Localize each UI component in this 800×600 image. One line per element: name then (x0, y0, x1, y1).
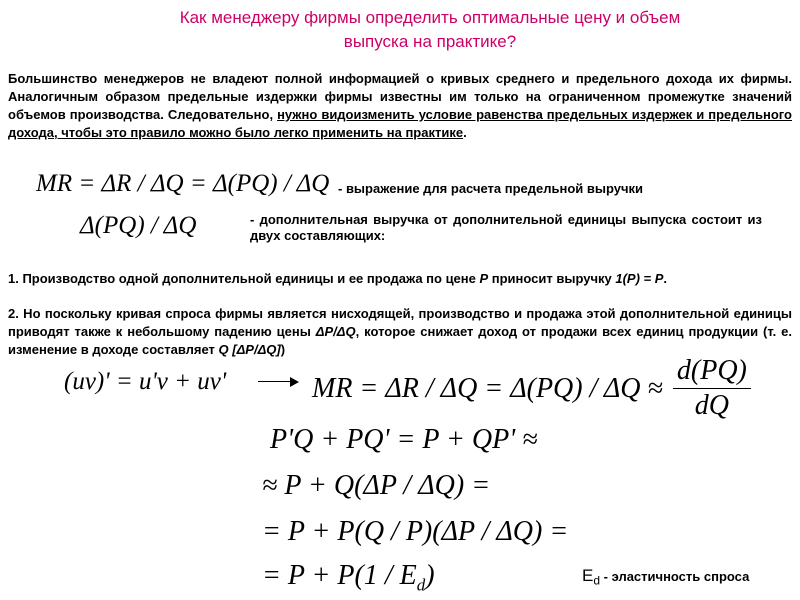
derivation-line-4 (262, 560, 435, 596)
formula-marginal-revenue-derivative (312, 354, 751, 423)
fraction-numerator: d(PQ) (673, 354, 751, 389)
fraction-d-pq-dq (673, 354, 751, 423)
item-2-text-2: , которое снижает доход от продажи всех единиц продукции (т. е. изменение в доходе составляет (8, 324, 792, 357)
item-2-expression-2: Q [ΔP/ΔQ] (218, 342, 281, 357)
intro-period: . (463, 125, 467, 140)
intro-text: Большинство менеджеров не владеют полной информацией о кривых среднего и предельного дохода их фирмы. Аналогичным образом предельные издержки фирмы известны им только на ограниченном промежутке значений объемов производства. Следовательно, (8, 71, 792, 122)
note-marginal-revenue: - выражение для расчета предельной выручки (338, 181, 644, 196)
item-2 (8, 305, 792, 359)
item-2-end: ) (280, 342, 286, 357)
item-1-text-2: приносит выручку (488, 271, 616, 286)
derivation-line-2: ≈ P + Q(ΔP / ΔQ) = (262, 470, 491, 501)
derivation-line-4-text: = P + P(1 / E (262, 560, 417, 591)
arrow-shaft (258, 381, 292, 382)
item-1-expression: 1(P) = P (615, 271, 664, 286)
item-2-text: 2. Но поскольку кривая спроса фирмы является нисходящей, производство и продажа этой дополнительной единицы приводят также к небольшому падению цены (8, 306, 792, 339)
page-title (60, 6, 800, 54)
note-additional-revenue: - дополнительная выручка от дополнительной единицы выпуска состоит из двух составляющих: (250, 212, 762, 243)
intro-underlined-text: нужно видоизменить условие равенства предельных издержек и предельного дохода, чтобы это правило можно было легко применить на практике (8, 107, 792, 140)
fraction-denominator: dQ (694, 390, 729, 421)
formula-marginal-revenue: MR = ΔR / ΔQ = Δ(PQ) / ΔQ (36, 170, 330, 197)
elasticity-symbol: E (582, 566, 594, 585)
derivation-line-3: = P + P(Q / P)(ΔP / ΔQ) = (262, 516, 569, 547)
page-title-line-2: выпуска на практике? (343, 32, 517, 51)
intro-paragraph (8, 70, 792, 142)
arrow-right-icon (290, 377, 299, 387)
item-2-expression-1: ΔP/ΔQ (315, 324, 356, 339)
formula-delta-pq: Δ(PQ) / ΔQ (80, 212, 197, 239)
item-1-text: 1. Производство одной дополнительной единицы и ее продажа по цене (8, 271, 480, 286)
elasticity-note (582, 566, 749, 588)
elasticity-text: - эластичность спроса (600, 569, 750, 584)
item-1-end: . (663, 271, 668, 286)
derivation-subscript: d (416, 575, 426, 595)
elasticity-subscript: d (593, 573, 601, 588)
derivation-close-paren: ) (425, 560, 435, 591)
item-1-price: P (479, 271, 489, 286)
page-title-line-1: Как менеджеру фирмы определить оптимальные цену и объем (179, 8, 681, 27)
formula-product-rule: (uv)' = u'v + uv' (64, 368, 227, 395)
formula-mr-left: MR = ΔR / ΔQ = Δ(PQ) / ΔQ ≈ (312, 372, 663, 404)
derivation-line-1: P'Q + PQ' = P + QP' ≈ (270, 424, 538, 455)
item-1 (8, 270, 792, 288)
